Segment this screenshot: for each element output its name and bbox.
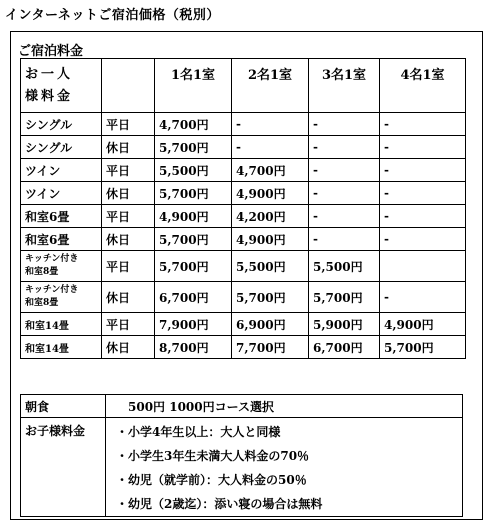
kids-line: ・幼児（就学前）：大人料金の50％ [116,473,307,487]
price-4-cell: - [380,205,466,228]
price-2-cell: 5,700円 [232,282,309,313]
info-table [20,394,463,517]
room-name-cell: 和室14畳 [21,313,102,336]
room-name-cell: シングル [21,113,102,136]
price-1-cell: 5,700円 [155,182,232,205]
day-type-cell: 休日 [102,282,155,313]
kids-value [106,418,463,517]
day-type-cell: 平日 [102,313,155,336]
breakfast-value: 500円 1000円コース選択 [106,395,463,418]
rate-row [21,205,466,228]
price-1-cell: 5,700円 [155,251,232,282]
price-3-cell: - [309,159,380,182]
section-title: ご宿泊料金 [18,44,84,59]
day-type-cell: 平日 [102,251,155,282]
price-1-cell: 4,900円 [155,205,232,228]
price-4-cell: - [380,282,466,313]
price-2-cell: - [232,113,309,136]
price-2-cell: 4,900円 [232,228,309,251]
price-1-cell: 4,700円 [155,113,232,136]
price-2-cell: 4,900円 [232,182,309,205]
price-4-cell: - [380,228,466,251]
price-3-cell: - [309,113,380,136]
price-2-cell: 4,200円 [232,205,309,228]
price-3-cell: 5,900円 [309,313,380,336]
price-4-cell: 4,900円 [380,313,466,336]
price-1-cell: 5,700円 [155,228,232,251]
rate-row [21,159,466,182]
day-type-cell: 休日 [102,228,155,251]
price-3-cell: - [309,182,380,205]
day-type-cell: 平日 [102,113,155,136]
price-4-cell: - [380,113,466,136]
price-1-cell: 5,500円 [155,159,232,182]
rate-table [20,58,466,359]
price-3-cell: - [309,228,380,251]
kids-row [21,418,463,517]
price-1-cell: 6,700円 [155,282,232,313]
price-2-cell: - [232,136,309,159]
price-4-cell: 5,700円 [380,336,466,359]
price-3-cell: - [309,136,380,159]
rate-header-3: 3名1室 [309,59,380,113]
rate-row [21,251,466,282]
rate-row [21,228,466,251]
room-name-cell: ツイン [21,159,102,182]
day-type-cell: 平日 [102,159,155,182]
kids-line: ・小学生3年生未満大人料金の70％ [116,449,310,463]
rate-header-2: 2名1室 [232,59,309,113]
rate-row [21,113,466,136]
price-2-cell: 7,700円 [232,336,309,359]
kids-label: お子様料金 [21,418,106,517]
rate-header-4: 4名1室 [380,59,466,113]
breakfast-label: 朝食 [21,395,106,418]
rate-header-blank [102,59,155,113]
price-1-cell: 5,700円 [155,136,232,159]
price-4-cell: - [380,159,466,182]
room-name-cell: 和室6畳 [21,205,102,228]
price-2-cell: 4,700円 [232,159,309,182]
rate-table-header [21,59,466,113]
day-type-cell: 休日 [102,182,155,205]
day-type-cell: 休日 [102,336,155,359]
room-name-cell: シングル [21,136,102,159]
breakfast-row [21,395,463,418]
price-2-cell: 6,900円 [232,313,309,336]
rate-row [21,336,466,359]
day-type-cell: 平日 [102,205,155,228]
price-4-cell: - [380,136,466,159]
price-4-cell [380,251,466,282]
room-name-cell: ツイン [21,182,102,205]
price-4-cell: - [380,182,466,205]
price-3-cell: - [309,205,380,228]
room-name-cell: 和室6畳 [21,228,102,251]
price-3-cell: 5,500円 [309,251,380,282]
rate-row [21,182,466,205]
day-type-cell: 休日 [102,136,155,159]
price-1-cell: 8,700円 [155,336,232,359]
room-name-cell: キッチン付き 和室8畳 [21,251,102,282]
kids-line: ・幼児（2歳迄）：添い寝の場合は無料 [116,497,323,511]
price-2-cell: 5,500円 [232,251,309,282]
rate-row [21,282,466,313]
room-name-cell: キッチン付き 和室8畳 [21,282,102,313]
price-3-cell: 6,700円 [309,336,380,359]
rate-row [21,136,466,159]
kids-line: ・小学4年生以上：大人と同様 [116,425,281,439]
price-1-cell: 7,900円 [155,313,232,336]
price-3-cell: 5,700円 [309,282,380,313]
rate-header-1: 1名1室 [155,59,232,113]
page-title: インターネットご宿泊価格（税別） [5,8,220,23]
rate-header-label: お一人様料金 [21,59,102,113]
rate-row [21,313,466,336]
room-name-cell: 和室14畳 [21,336,102,359]
